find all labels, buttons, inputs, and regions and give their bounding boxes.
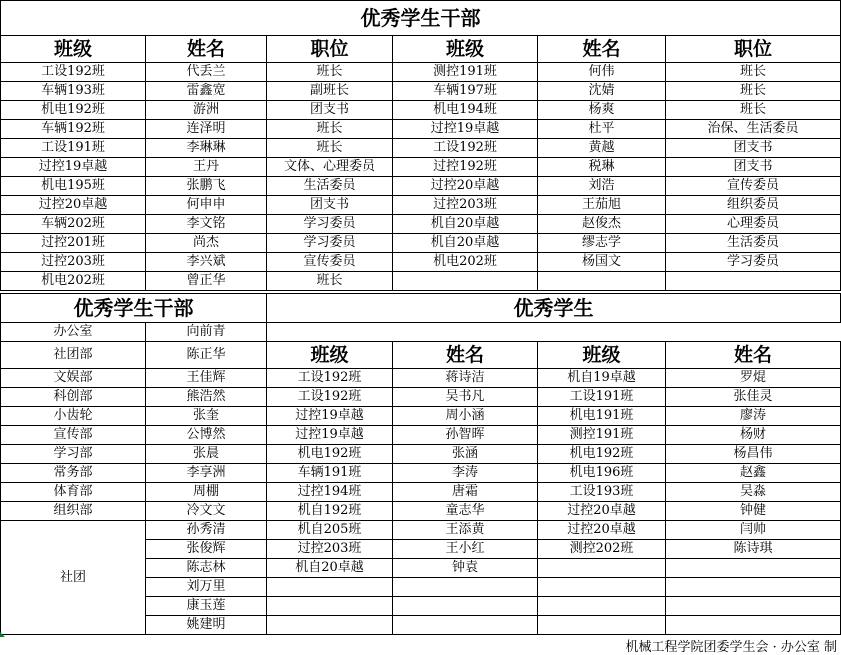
table-row <box>1 139 841 158</box>
dept-name-cell: 常务部 <box>1 464 146 483</box>
table-cell: 车辆202班 <box>1 215 146 234</box>
table-cell: 何伟 <box>538 63 666 82</box>
table-row <box>1 342 841 369</box>
table-row <box>1 483 841 502</box>
table-cell: 唐霜 <box>393 483 538 502</box>
table-cell: 李文铭 <box>146 215 267 234</box>
table-cell: 黄越 <box>538 139 666 158</box>
table-cell: 杨爽 <box>538 101 666 120</box>
table-cell: 团支书 <box>267 196 393 215</box>
left-title: 优秀学生干部 <box>1 294 267 323</box>
table-cell: 团支书 <box>666 158 841 177</box>
table-cell: 杨财 <box>666 426 841 445</box>
bottom-body <box>1 323 841 635</box>
table-cell: 团支书 <box>666 139 841 158</box>
table-cell: 缪志学 <box>538 234 666 253</box>
table-cell: 组织委员 <box>666 196 841 215</box>
table-row <box>1 323 841 342</box>
right-header-cell: 姓名 <box>666 342 841 369</box>
table-cell <box>538 578 666 597</box>
table-cell: 机电191班 <box>538 407 666 426</box>
table-cell: 张鹏飞 <box>146 177 267 196</box>
dept-name-cell: 宣传部 <box>1 426 146 445</box>
table-cell: 过控203班 <box>393 196 538 215</box>
table-cell: 王小红 <box>393 540 538 559</box>
table-cell: 机自20卓越 <box>393 215 538 234</box>
table-row <box>1 158 841 177</box>
table-cell: 机电202班 <box>1 272 146 291</box>
table-cell: 钟袁 <box>393 559 538 578</box>
table-cell: 车辆192班 <box>1 120 146 139</box>
club-person-cell: 姚建明 <box>146 616 267 635</box>
table-row <box>1 388 841 407</box>
table-cell: 机电195班 <box>1 177 146 196</box>
dept-person-cell: 李享洲 <box>146 464 267 483</box>
table-cell: 机自20卓越 <box>267 559 393 578</box>
table-cell: 学习委员 <box>267 215 393 234</box>
table-row <box>1 120 841 139</box>
dept-person-cell: 公博然 <box>146 426 267 445</box>
table-cell: 代丢兰 <box>146 63 267 82</box>
table-cell: 机电192班 <box>267 445 393 464</box>
table-cell: 工设192班 <box>267 369 393 388</box>
table-cell: 闫帅 <box>666 521 841 540</box>
top-header-cell: 姓名 <box>146 36 267 63</box>
table-cell: 过控194班 <box>267 483 393 502</box>
club-label-cell: 社团 <box>1 521 146 635</box>
table-row <box>1 445 841 464</box>
club-person-cell: 刘万里 <box>146 578 267 597</box>
cell-marker <box>0 632 5 637</box>
table-row <box>1 502 841 521</box>
right-title: 优秀学生 <box>267 294 841 323</box>
table-cell: 学习委员 <box>666 253 841 272</box>
table-cell: 王茄旭 <box>538 196 666 215</box>
table-cell: 过控19卓越 <box>1 158 146 177</box>
table-row <box>1 63 841 82</box>
table-cell: 杜平 <box>538 120 666 139</box>
table-cell <box>538 597 666 616</box>
table-cell: 吴淼 <box>666 483 841 502</box>
dept-person-cell: 张奎 <box>146 407 267 426</box>
top-body <box>1 63 841 291</box>
dept-person-cell: 张晨 <box>146 445 267 464</box>
table-cell: 班长 <box>267 120 393 139</box>
table-cell: 机自19卓越 <box>538 369 666 388</box>
table-cell: 陈诗琪 <box>666 540 841 559</box>
table-row <box>1 196 841 215</box>
table-cell: 车辆193班 <box>1 82 146 101</box>
right-header-cell: 班级 <box>267 342 393 369</box>
table-cell: 生活委员 <box>666 234 841 253</box>
table-cell: 何申申 <box>146 196 267 215</box>
table-cell <box>666 578 841 597</box>
right-header-cell: 姓名 <box>393 342 538 369</box>
dept-name-cell: 社团部 <box>1 342 146 369</box>
table-cell <box>538 616 666 635</box>
table-cell: 治保、生活委员 <box>666 120 841 139</box>
dept-name-cell: 体育部 <box>1 483 146 502</box>
top-header-cell: 班级 <box>393 36 538 63</box>
table-cell: 杨昌伟 <box>666 445 841 464</box>
table-cell: 机电194班 <box>393 101 538 120</box>
table-cell: 过控203班 <box>1 253 146 272</box>
table-row <box>1 426 841 445</box>
table-cell: 过控19卓越 <box>267 426 393 445</box>
table-cell: 蒋诗洁 <box>393 369 538 388</box>
club-person-cell: 孙秀清 <box>146 521 267 540</box>
table-cell: 班长 <box>267 63 393 82</box>
table-row <box>1 234 841 253</box>
table-cell: 工设192班 <box>1 63 146 82</box>
bottom-table <box>0 293 841 635</box>
table-cell: 班长 <box>666 101 841 120</box>
table-cell: 廖涛 <box>666 407 841 426</box>
top-title: 优秀学生干部 <box>1 1 841 36</box>
table-cell: 机电192班 <box>1 101 146 120</box>
table-cell: 工设192班 <box>267 388 393 407</box>
table-cell: 税琳 <box>538 158 666 177</box>
table-cell: 过控192班 <box>393 158 538 177</box>
table-cell: 尚杰 <box>146 234 267 253</box>
top-header-cell: 职位 <box>267 36 393 63</box>
table-cell: 赵俊杰 <box>538 215 666 234</box>
table-cell: 吴书凡 <box>393 388 538 407</box>
dept-person-cell: 向前青 <box>146 323 267 342</box>
table-cell: 雷鑫宽 <box>146 82 267 101</box>
top-header-cell: 姓名 <box>538 36 666 63</box>
dept-person-cell: 周棚 <box>146 483 267 502</box>
table-cell: 过控20卓越 <box>1 196 146 215</box>
dept-person-cell: 陈正华 <box>146 342 267 369</box>
table-cell: 测控191班 <box>393 63 538 82</box>
table-cell: 车辆191班 <box>267 464 393 483</box>
right-header-cell: 班级 <box>538 342 666 369</box>
table-cell: 生活委员 <box>267 177 393 196</box>
table-cell: 童志华 <box>393 502 538 521</box>
table-cell: 心理委员 <box>666 215 841 234</box>
table-cell: 过控203班 <box>267 540 393 559</box>
top-header-row <box>1 36 841 63</box>
table-cell: 刘浩 <box>538 177 666 196</box>
table-cell: 周小涵 <box>393 407 538 426</box>
table-cell: 过控19卓越 <box>267 407 393 426</box>
table-cell: 机自192班 <box>267 502 393 521</box>
table-cell: 王添黄 <box>393 521 538 540</box>
dept-person-cell: 王佳辉 <box>146 369 267 388</box>
club-person-cell: 张俊辉 <box>146 540 267 559</box>
table-cell <box>393 272 538 291</box>
table-cell: 王丹 <box>146 158 267 177</box>
table-cell: 罗焜 <box>666 369 841 388</box>
table-cell: 过控201班 <box>1 234 146 253</box>
table-cell <box>267 616 393 635</box>
table-cell: 宣传委员 <box>666 177 841 196</box>
table-cell: 杨国文 <box>538 253 666 272</box>
table-cell: 工设192班 <box>393 139 538 158</box>
top-header-cell: 职位 <box>666 36 841 63</box>
table-cell: 工设191班 <box>538 388 666 407</box>
table-row <box>1 521 841 540</box>
table-cell: 工设193班 <box>538 483 666 502</box>
table-cell: 过控20卓越 <box>538 521 666 540</box>
table-cell: 游洲 <box>146 101 267 120</box>
table-cell: 沈婧 <box>538 82 666 101</box>
table-cell <box>267 578 393 597</box>
dept-name-cell: 学习部 <box>1 445 146 464</box>
table-cell: 文体、心理委员 <box>267 158 393 177</box>
dept-person-cell: 熊浩然 <box>146 388 267 407</box>
table-row <box>1 215 841 234</box>
table-cell: 车辆197班 <box>393 82 538 101</box>
table-cell: 过控19卓越 <box>393 120 538 139</box>
table-cell <box>538 559 666 578</box>
table-cell: 学习委员 <box>267 234 393 253</box>
top-header-cell: 班级 <box>1 36 146 63</box>
table-cell: 测控191班 <box>538 426 666 445</box>
table-cell <box>267 597 393 616</box>
table-cell: 班长 <box>666 63 841 82</box>
table-cell: 团支书 <box>267 101 393 120</box>
dept-name-cell: 组织部 <box>1 502 146 521</box>
table-cell: 机自205班 <box>267 521 393 540</box>
table-row <box>1 369 841 388</box>
footer-credit: 机械工程学院团委学生会 · 办公室 制 <box>625 640 837 655</box>
top-cadre-table <box>0 0 841 291</box>
club-person-cell: 康玉莲 <box>146 597 267 616</box>
table-cell: 连泽明 <box>146 120 267 139</box>
table-cell: 张涵 <box>393 445 538 464</box>
dept-person-cell: 冷文文 <box>146 502 267 521</box>
table-cell: 过控20卓越 <box>538 502 666 521</box>
table-cell: 机电192班 <box>538 445 666 464</box>
table-cell: 曾正华 <box>146 272 267 291</box>
table-row <box>1 407 841 426</box>
table-cell: 机电196班 <box>538 464 666 483</box>
table-cell: 张佳灵 <box>666 388 841 407</box>
table-cell: 李兴斌 <box>146 253 267 272</box>
table-cell <box>393 597 538 616</box>
dept-name-cell: 小齿轮 <box>1 407 146 426</box>
table-cell: 李琳琳 <box>146 139 267 158</box>
table-cell: 班长 <box>267 272 393 291</box>
dept-name-cell: 文娱部 <box>1 369 146 388</box>
table-cell: 赵鑫 <box>666 464 841 483</box>
table-cell <box>393 578 538 597</box>
table-cell: 班长 <box>666 82 841 101</box>
table-cell <box>538 272 666 291</box>
table-cell: 机电202班 <box>393 253 538 272</box>
table-cell: 钟健 <box>666 502 841 521</box>
table-cell: 机自20卓越 <box>393 234 538 253</box>
table-row <box>1 177 841 196</box>
club-person-cell: 陈志林 <box>146 559 267 578</box>
table-cell <box>393 616 538 635</box>
table-cell: 测控202班 <box>538 540 666 559</box>
table-cell <box>666 616 841 635</box>
table-row <box>1 253 841 272</box>
dept-name-cell: 办公室 <box>1 323 146 342</box>
table-cell: 班长 <box>267 139 393 158</box>
table-cell: 工设191班 <box>1 139 146 158</box>
dept-name-cell: 科创部 <box>1 388 146 407</box>
table-cell: 副班长 <box>267 82 393 101</box>
table-cell: 李涛 <box>393 464 538 483</box>
table-row <box>1 272 841 291</box>
table-row <box>1 82 841 101</box>
table-cell <box>666 597 841 616</box>
table-cell <box>666 272 841 291</box>
table-cell: 过控20卓越 <box>393 177 538 196</box>
table-cell: 孙智晖 <box>393 426 538 445</box>
table-cell: 宣传委员 <box>267 253 393 272</box>
table-row <box>1 101 841 120</box>
table-row <box>1 464 841 483</box>
table-cell <box>666 559 841 578</box>
